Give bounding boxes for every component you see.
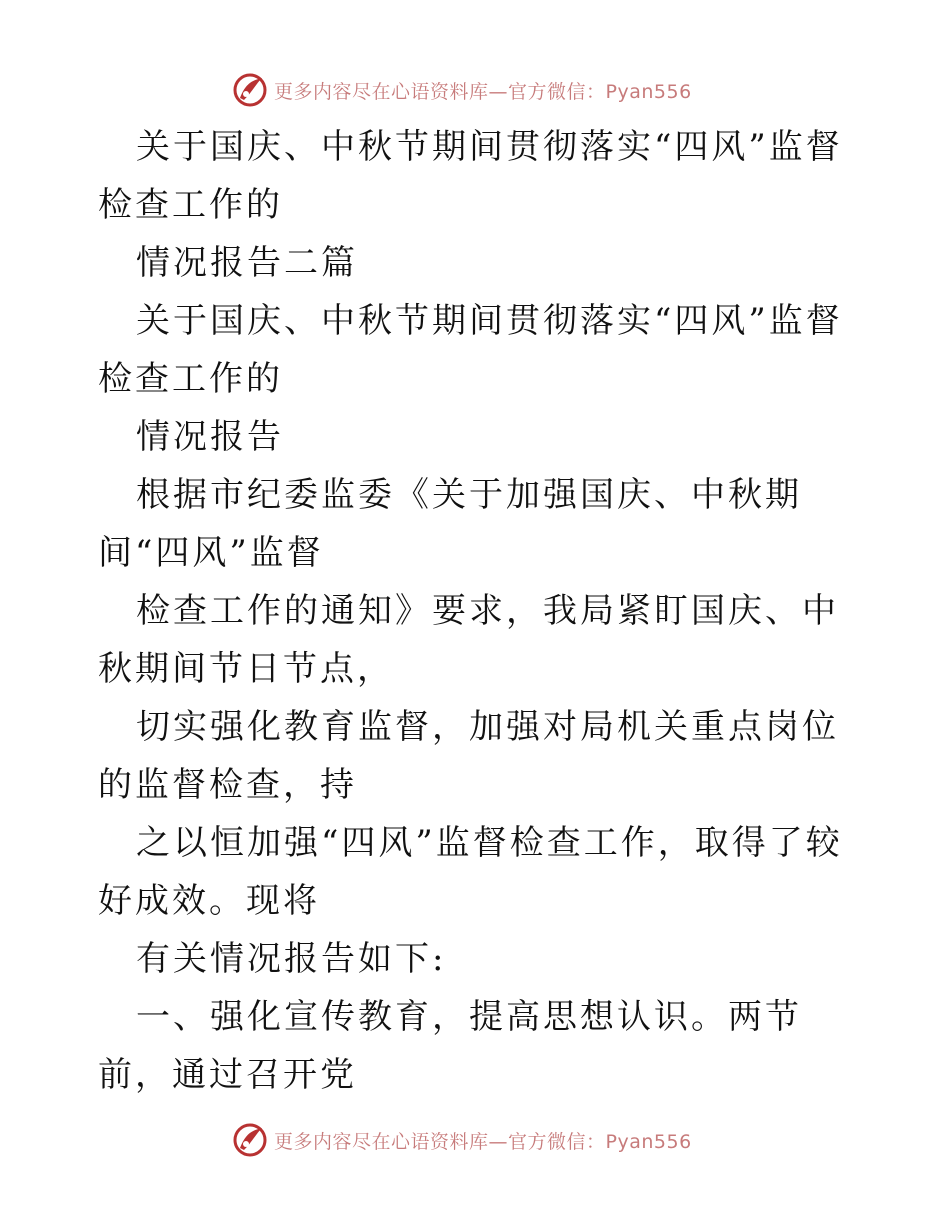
document-body (98, 118, 858, 1104)
header-watermark-text: 更多内容尽在心语资料库—官方微信：Pyan556 (274, 80, 692, 103)
doc-title-line-2: 情况报告二篇 (136, 243, 358, 283)
body-paragraph: 之以恒加强“四风”监督检查工作，取得了较好成效。现将 (98, 823, 843, 921)
report-title-line-2: 情况报告 (136, 417, 284, 457)
brand-logo-icon (232, 72, 268, 108)
header-watermark-banner (232, 70, 752, 110)
body-paragraph: 切实强化教育监督，加强对局机关重点岗位的监督检查，持 (98, 707, 839, 805)
report-title-line-1: 关于国庆、中秋节期间贯彻落实“四风”监督检查工作的 (98, 301, 843, 399)
footer-watermark-banner (232, 1120, 752, 1160)
body-paragraph: 一、强化宣传教育，提高思想认识。两节前，通过召开党 (98, 997, 802, 1095)
doc-title-line-1: 关于国庆、中秋节期间贯彻落实“四风”监督检查工作的 (98, 127, 843, 225)
footer-watermark-text: 更多内容尽在心语资料库—官方微信：Pyan556 (274, 1130, 692, 1153)
body-paragraph: 有关情况报告如下: (136, 939, 447, 979)
body-paragraph: 根据市纪委监委《关于加强国庆、中秋期间“四风”监督 (98, 475, 802, 573)
brand-logo-icon (232, 1122, 268, 1158)
body-paragraph: 检查工作的通知》要求，我局紧盯国庆、中秋期间节日节点， (98, 591, 839, 689)
